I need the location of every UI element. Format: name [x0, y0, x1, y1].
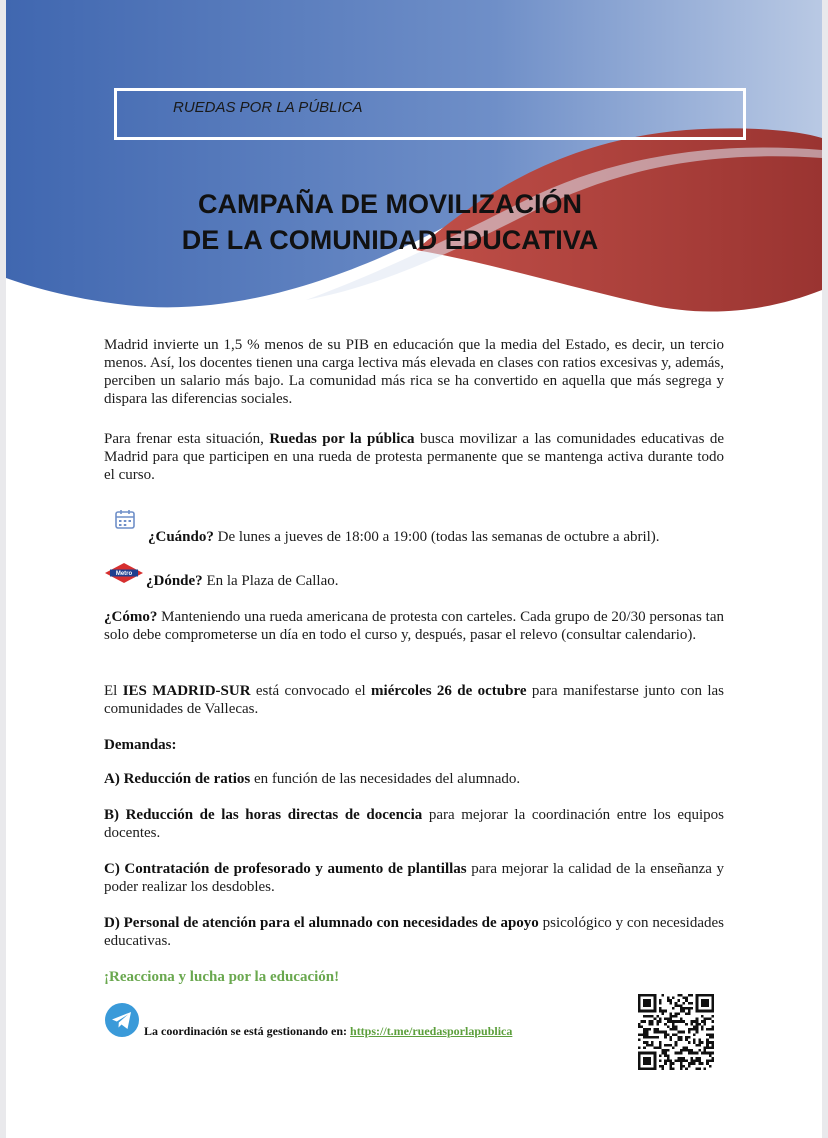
demand-item-a: A) Reducción de ratios en función de las necesidades del alumnado. [104, 771, 521, 787]
metro-logo-text: Metro [115, 571, 133, 577]
demands-heading: Demandas: [104, 737, 177, 753]
qr-code [638, 994, 714, 1070]
banner-text: RUEDAS POR LA PÚBLICA [173, 99, 363, 116]
mobilize-paragraph: Para frenar esta situación, Ruedas por la pública busca movilizar a las comunidades educativas de Madrid para que participen en una rueda de protesta permanente que se mantenga activa durante todo el curso. [104, 431, 724, 483]
header-wave-art [6, 0, 822, 330]
where-line: ¿Dónde? En la Plaza de Callao. [146, 573, 339, 589]
telegram-link[interactable]: https://t.me/ruedasporlapublica [350, 1024, 513, 1038]
demand-item-c: C) Contratación de profesorado y aumento de plantillas para mejorar la calidad de la enseñanza y poder realizar los desdobles. [104, 861, 724, 895]
document-page [6, 0, 822, 1138]
call-to-action: ¡Reacciona y lucha por la educación! [104, 969, 340, 985]
demand-item-b: B) Reducción de las horas directas de docencia para mejorar la coordinación entre los equipos docentes. [104, 807, 724, 841]
title-line-1: CAMPAÑA DE MOVILIZACIÓN [198, 189, 582, 219]
when-line: ¿Cuándo? De lunes a jueves de 18:00 a 19:00 (todas las semanas de octubre a abril). [148, 529, 660, 545]
calendar-icon [114, 508, 136, 530]
title-line-2: DE LA COMUNIDAD EDUCATIVA [181, 225, 599, 255]
page-title [106, 186, 674, 258]
intro-paragraph: Madrid invierte un 1,5 % menos de su PIB en educación que la media del Estado, es decir, un tercio menos. Así, los docentes tienen una carga lectiva más elevada en clases con ratios excesivas y, además, perciben un salario más bajo. La comunidad más rica se ha convertido en aquella que más segrega y dispara las diferencias sociales. [104, 337, 724, 407]
demand-item-d: D) Personal de atención para el alumnado con necesidades de apoyo psicológico y con necesidades educativas. [104, 915, 724, 949]
footer-line: La coordinación se está gestionando en: https://t.me/ruedasporlapublica [144, 1024, 513, 1038]
ies-paragraph: El IES MADRID-SUR está convocado el miércoles 26 de octubre para manifestarse junto con las comunidades de Vallecas. [104, 683, 724, 717]
metro-logo-icon [104, 562, 144, 584]
header-banner [114, 88, 746, 140]
telegram-icon[interactable] [104, 1002, 140, 1038]
how-paragraph: ¿Cómo? Manteniendo una rueda americana de protesta con carteles. Cada grupo de 20/30 personas tan solo debe comprometerse un día en todo el curso y, después, pasar el relevo (consultar calendario). [104, 609, 724, 643]
